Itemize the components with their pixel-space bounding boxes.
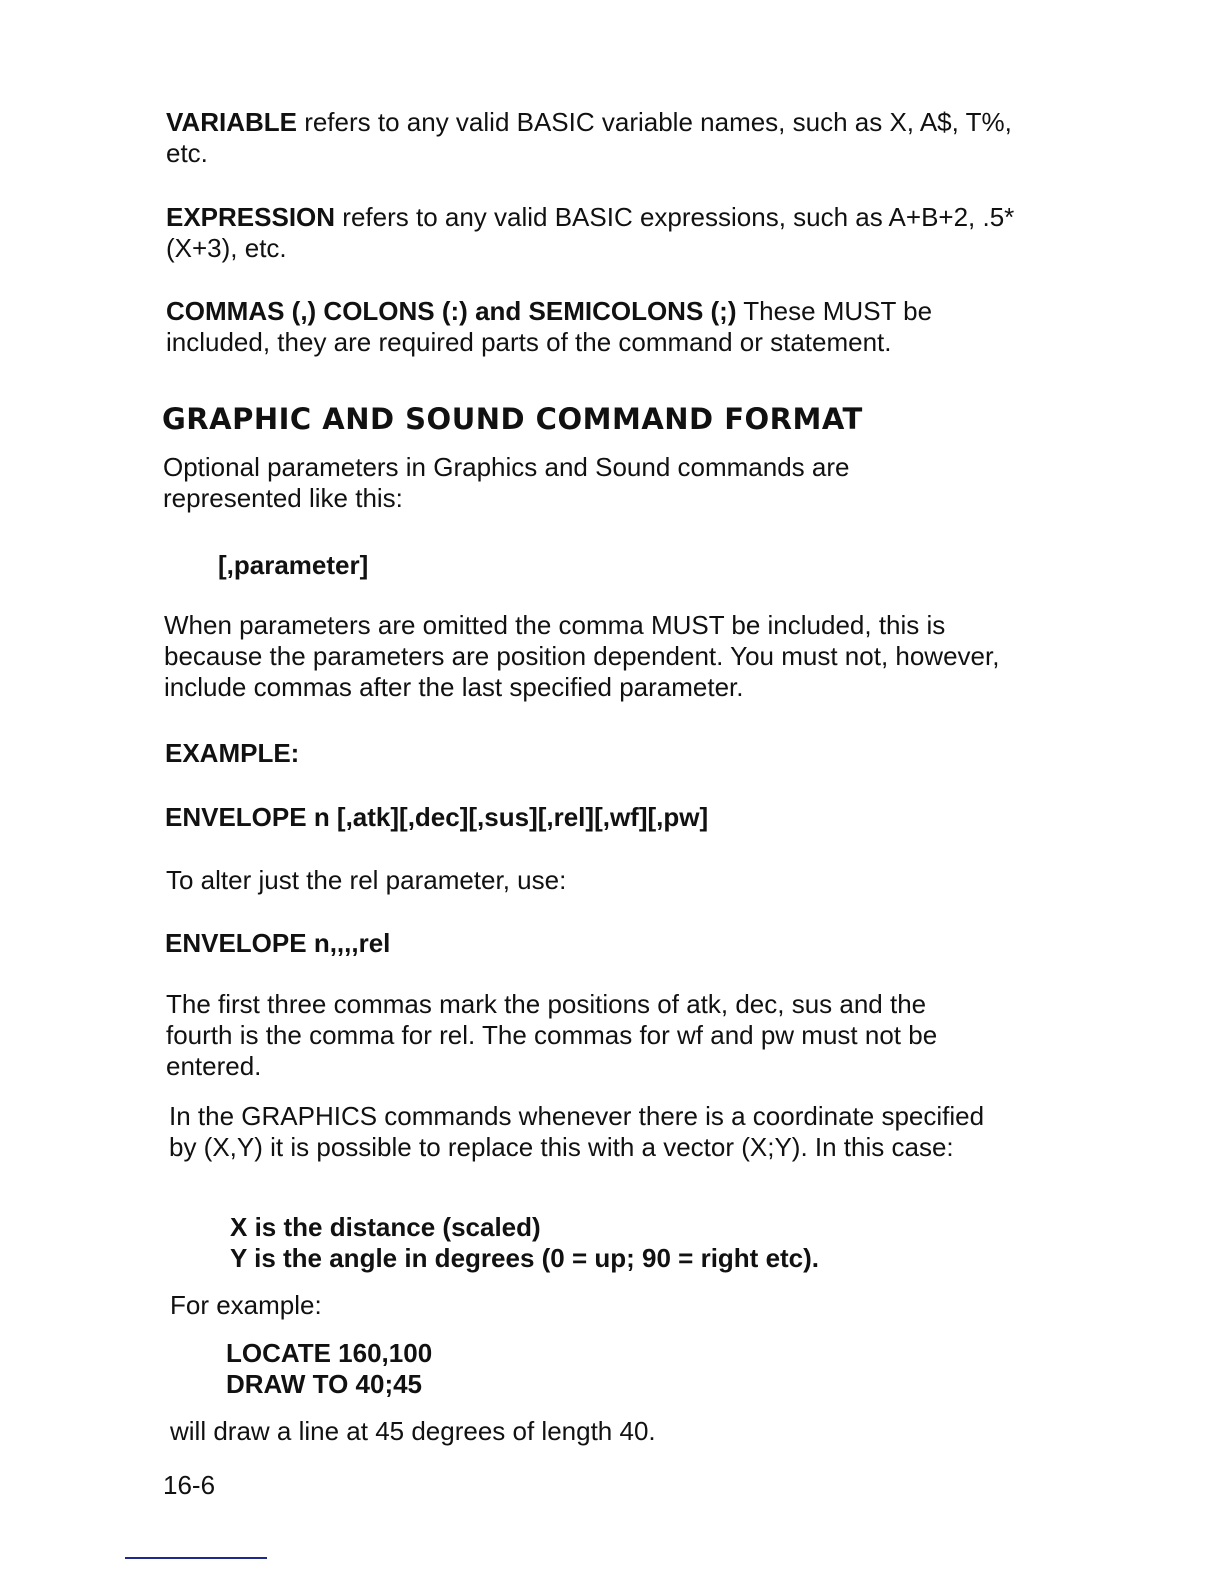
envelope-syntax: ENVELOPE n [,atk][,dec][,sus][,rel][,wf][,pw] bbox=[165, 802, 709, 832]
term-expression: EXPRESSION bbox=[166, 202, 336, 232]
definition-expression bbox=[166, 202, 1016, 264]
section-heading: GRAPHIC AND SOUND COMMAND FORMAT bbox=[162, 402, 863, 436]
code-line-draw: DRAW TO 40;45 bbox=[226, 1369, 423, 1399]
definition-punctuation-text: These MUST be included, they are required parts of the command or statement. bbox=[166, 296, 933, 357]
vector-x: X is the distance (scaled) bbox=[230, 1212, 541, 1242]
term-variable: VARIABLE bbox=[166, 107, 297, 137]
vector-y: Y is the angle in degrees (0 = up; 90 = right etc). bbox=[230, 1243, 820, 1273]
graphics-text: In the GRAPHICS commands whenever there is a coordinate specified by (X,Y) it is possible to replace this with a vector (X;Y). In this case: bbox=[169, 1101, 985, 1162]
page-number: 16-6 bbox=[163, 1470, 216, 1500]
example-label: EXAMPLE: bbox=[165, 738, 300, 768]
code-line-locate: LOCATE 160,100 bbox=[226, 1338, 433, 1368]
intro-text: Optional parameters in Graphics and Sound commands are represented like this: bbox=[163, 452, 850, 513]
definition-variable-text: refers to any valid BASIC variable names, such as X, A$, T%, etc. bbox=[166, 107, 1012, 168]
commas-explanation: The first three commas mark the positions of atk, dec, sus and the fourth is the comma for rel. The commas for wf and pw must not be entered. bbox=[166, 989, 938, 1081]
alter-text: To alter just the rel parameter, use: bbox=[166, 865, 567, 895]
param-format: [,parameter] bbox=[218, 550, 369, 580]
definition-punctuation bbox=[166, 296, 976, 358]
omit-rule-text: When parameters are omitted the comma MUST be included, this is because the parameters are position dependent. You must not, however, include commas after the last specified parameter. bbox=[164, 610, 1000, 702]
for-example: For example: bbox=[170, 1290, 322, 1320]
result-text: will draw a line at 45 degrees of length 40. bbox=[170, 1416, 656, 1446]
footer-rule bbox=[125, 1557, 267, 1559]
envelope-example: ENVELOPE n,,,,rel bbox=[165, 928, 391, 958]
term-punctuation: COMMAS (,) COLONS (:) and SEMICOLONS (;) bbox=[166, 296, 737, 326]
definition-variable bbox=[166, 107, 1016, 169]
definition-expression-text: refers to any valid BASIC expressions, such as A+B+2, .5*(X+3), etc. bbox=[166, 202, 1015, 263]
